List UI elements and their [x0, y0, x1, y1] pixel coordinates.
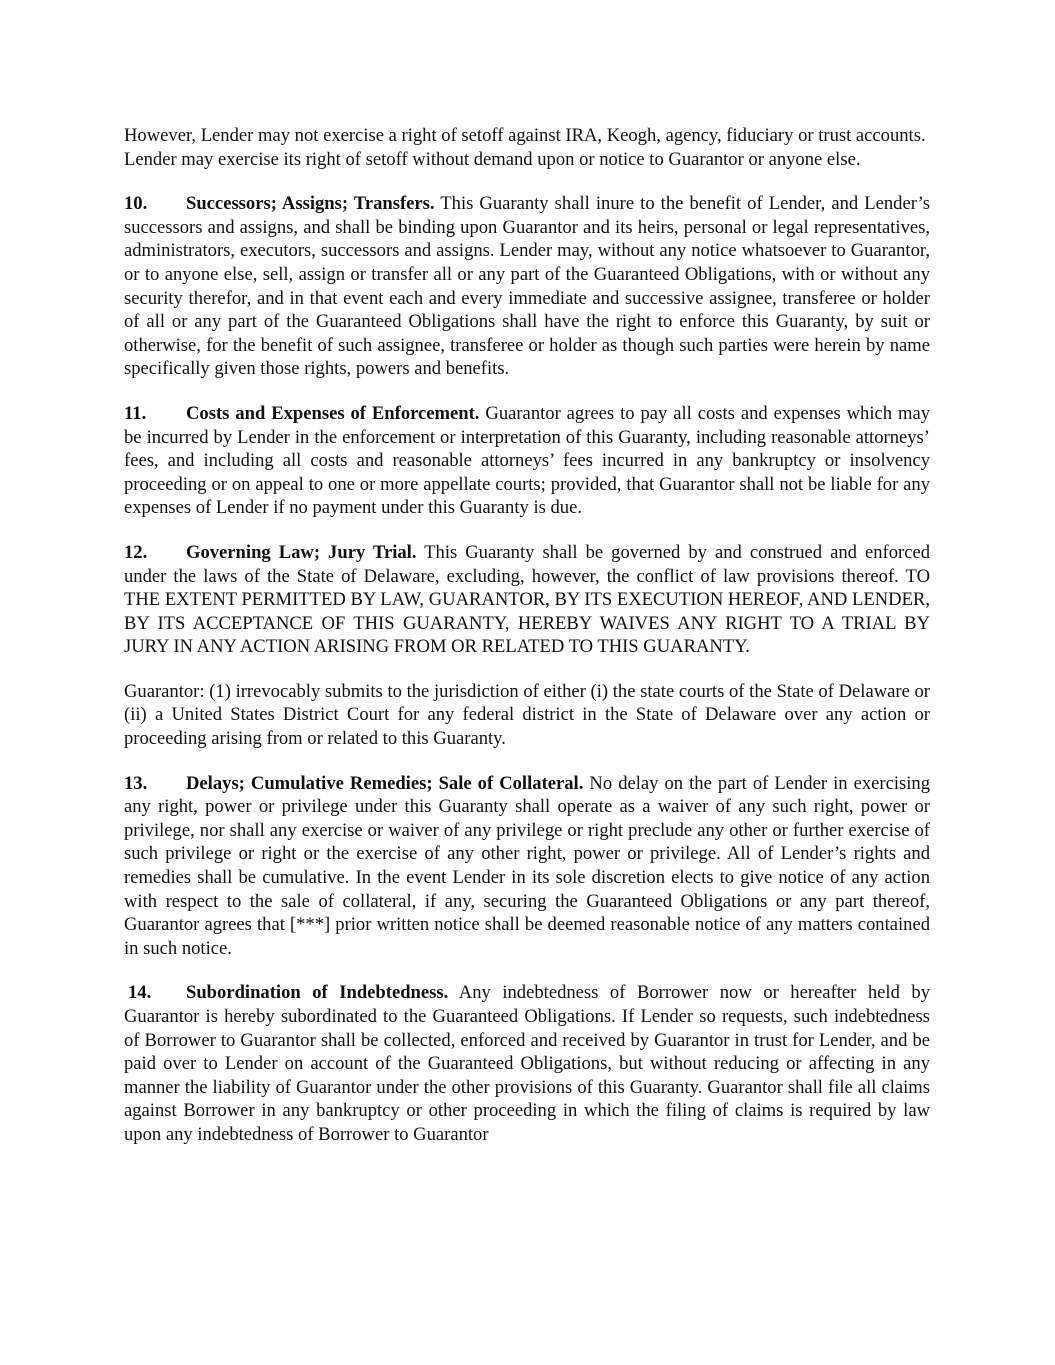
section-13-heading: Delays; Cumulative Remedies; Sale of Collateral.	[186, 772, 584, 794]
section-14-paragraph	[124, 981, 930, 1146]
section-10-body: This Guaranty shall inure to the benefit of Lender, and Lender’s successors and assigns, and shall be binding upon Guarantor and its heirs, personal or legal representatives, administrators, executors, successors and assigns. Lender may, without any notice whatsoever to Guarantor, or to anyone else, sell, assign or transfer all or any part of the Guaranteed Obligations, with or without any security therefor, and in that event each and every immediate and successive assignee, transferee or holder of all or any part of the Guaranteed Obligations shall have the right to enforce this Guaranty, by suit or otherwise, for the benefit of such assignee, transferee or holder as though such parties were herein by name specifically given those rights, powers and benefits.	[124, 193, 931, 380]
document-page	[124, 124, 930, 1168]
section-14-heading: Subordination of Indebtedness.	[186, 982, 449, 1004]
section-11-paragraph	[124, 402, 930, 520]
section-14-number: 14.	[128, 982, 152, 1004]
section-10-heading: Successors; Assigns; Transfers.	[186, 193, 435, 215]
section-12-paragraph	[124, 541, 930, 659]
section-13-paragraph	[124, 772, 930, 961]
section-12-body: This Guaranty shall be governed by and construed and enforced under the laws of the State of Delaware, excluding, however, the conflict of law provisions thereof. TO THE EXTENT PERMITTED BY LAW, GUARANTOR, BY ITS EXECUTION HEREOF, AND LENDER, BY ITS ACCEPTANCE OF THIS GUARANTY, HEREBY WAIVES ANY RIGHT TO A TRIAL BY JURY IN ANY ACTION ARISING FROM OR RELATED TO THIS GUARANTY.	[124, 541, 931, 658]
section-12-number: 12.	[124, 541, 148, 563]
section-11-body: Guarantor agrees to pay all costs and expenses which may be incurred by Lender in the enforcement or interpretation of this Guaranty, including reasonable attorneys’ fees, and including all costs and reasonable attorneys’ fees incurred in any bankruptcy or insolvency proceeding or on appeal to one or more appellate courts; provided, that Guarantor shall not be liable for any expenses of Lender if no payment under this Guaranty is due.	[124, 402, 930, 519]
section-11-heading: Costs and Expenses of Enforcement.	[186, 402, 480, 424]
section-10-number: 10.	[124, 193, 148, 215]
section-13-body: No delay on the part of Lender in exercising any right, power or privilege under this Guaranty shall operate as a waiver of any such right, power or privilege, nor shall any exercise or waiver of any privilege or right preclude any other or further exercise of such privilege or right or the exercise of any other right, power or privilege. All of Lender’s rights and remedies shall be cumulative. In the event Lender in its sole discretion elects to give notice of any action with respect to the sale of collateral, if any, securing the Guaranteed Obligations or any part thereof, Guarantor agrees that [***] prior written notice shall be deemed reasonable notice of any matters contained in such notice.	[124, 772, 930, 959]
section-11-number: 11.	[124, 402, 147, 424]
section-12-continuation: Guarantor: (1) irrevocably submits to the jurisdiction of either (i) the state courts of the State of Delaware or (ii) a United States District Court for any federal district in the State of Delaware over any action or proceeding arising from or related to this Guaranty.	[124, 680, 930, 750]
section-14-body: Any indebtedness of Borrower now or hereafter held by Guarantor is hereby subordinated to the Guaranteed Obligations. If Lender so requests, such indebtedness of Borrower to Guarantor shall be collected, enforced and received by Guarantor in trust for Lender, and be paid over to Lender on account of the Guaranteed Obligations, but without reducing or affecting in any manner the liability of Guarantor under the other provisions of this Guaranty. Guarantor shall file all claims against Borrower in any bankruptcy or other proceeding in which the filing of claims is required by law upon any indebtedness of Borrower to Guarantor	[124, 982, 931, 1145]
section-13-number: 13.	[124, 772, 148, 794]
intro-paragraph: However, Lender may not exercise a right of setoff against IRA, Keogh, agency, fiduciary or trust accounts. Lender may exercise its right of setoff without demand upon or notice to Guarantor or anyone else.	[124, 125, 926, 170]
section-10-paragraph	[124, 192, 930, 381]
section-12-heading: Governing Law; Jury Trial.	[186, 541, 417, 563]
